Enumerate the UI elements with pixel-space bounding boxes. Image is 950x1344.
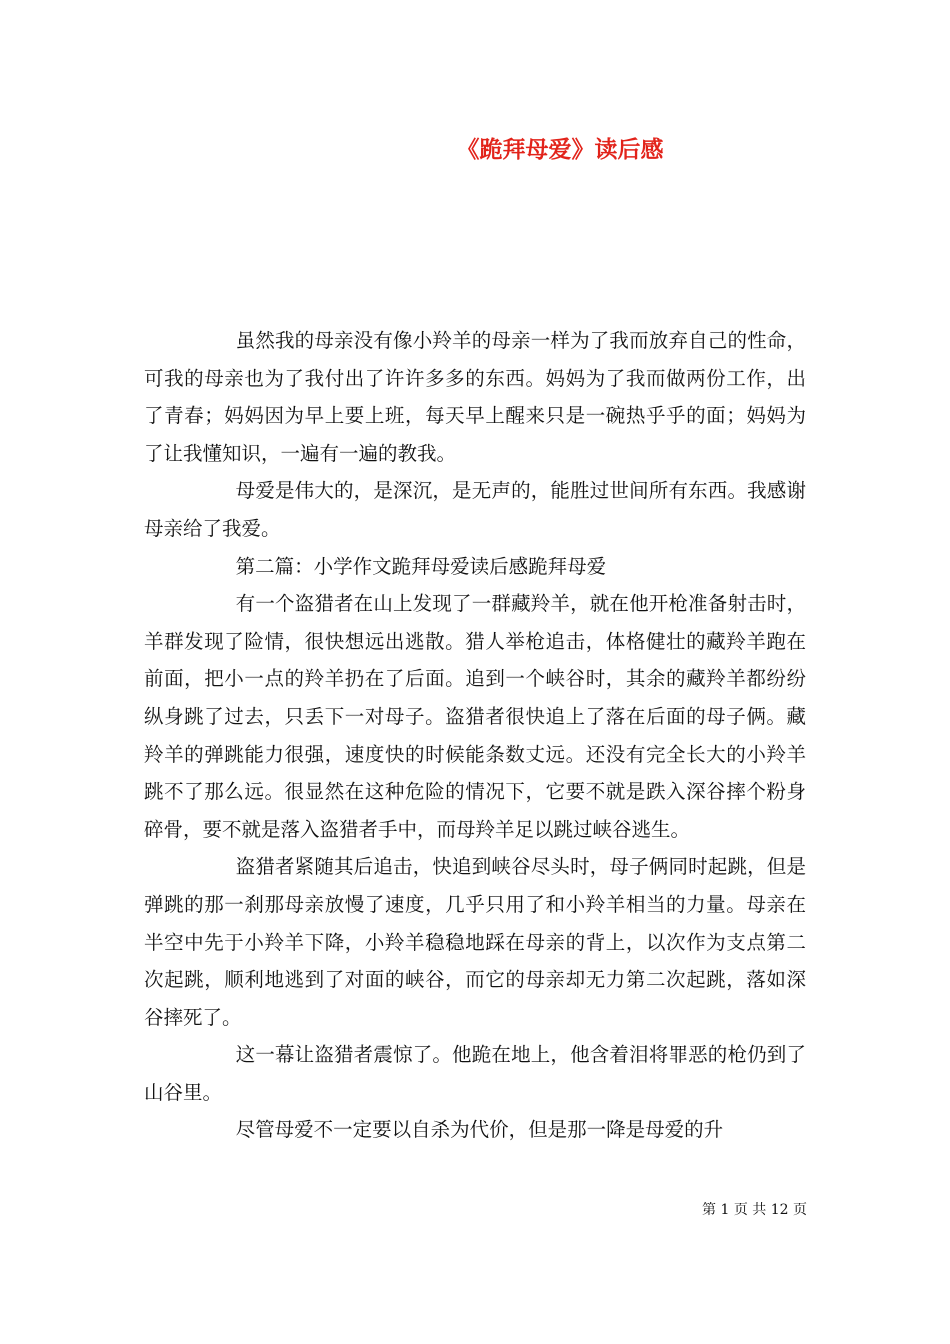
paragraph: 这一幕让盗猎者震惊了。他跪在地上，他含着泪将罪恶的枪仍到了山谷里。 <box>144 1043 806 1104</box>
paragraph: 母爱是伟大的，是深沉，是无声的，能胜过世间所有东西。我感谢母亲给了我爱。 <box>144 479 806 540</box>
paragraph: 尽管母爱不一定要以自杀为代价，但是那一降是母爱的升 <box>235 1118 724 1142</box>
document-title: 《跪拜母爱》读后感 <box>456 136 664 163</box>
paragraph: 有一个盗猎者在山上发现了一群藏羚羊，就在他开枪准备射击时，羊群发现了险情，很快想远出逃散。猎人举枪追击，体格健壮的藏羚羊跑在前面，把小一点的羚羊扔在了后面。追到一个峡谷时，其余的藏羚羊都纷纷纵身跳了过去，只丢下一对母子。盗猎者很快追上了落在后面的母子俩。藏羚羊的弹跳能力很强，速度快的时候能条数丈远。还没有完全长大的小羚羊跳不了那么远。很显然在这种危险的情况下，它要不就是跌入深谷摔个粉身碎骨，要不就是落入盗猎者手中，而母羚羊足以跳过峡谷逃生。 <box>144 592 806 841</box>
section-heading: 第二篇：小学作文跪拜母爱读后感跪拜母爱 <box>235 554 607 578</box>
paragraph: 盗猎者紧随其后追击，快追到峡谷尽头时，母子俩同时起跳，但是弹跳的那一刹那母亲放慢了速度，几乎只用了和小羚羊相当的力量。母亲在半空中先于小羚羊下降，小羚羊稳稳地踩在母亲的背上，以次作为支点第二次起跳，顺利地逃到了对面的峡谷，而它的母亲却无力第二次起跳，落如深谷摔死了。 <box>144 855 806 1029</box>
paragraph: 虽然我的母亲没有像小羚羊的母亲一样为了我而放弃自己的性命，可我的母亲也为了我付出了许许多多的东西。妈妈为了我而做两份工作，出了青春；妈妈因为早上要上班，每天早上醒来只是一碗热乎乎的面；妈妈为了让我懂知识，一遍有一遍的教我。 <box>144 329 806 465</box>
page-number: 第 1 页 共 12 页 <box>702 1202 807 1218</box>
document-body <box>144 322 806 1149</box>
